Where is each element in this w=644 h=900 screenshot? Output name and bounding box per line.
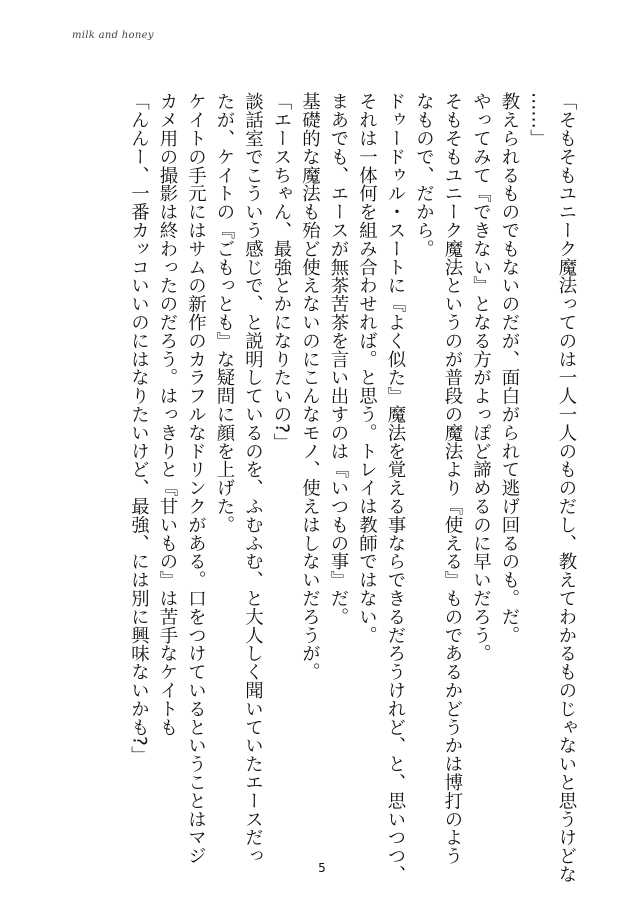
text-line: カメ用の撮影は終わったのだろう。はっきりと『甘いもの』は苦手なケイトも: [157, 92, 178, 736]
text-line: 「そもそもユニーク魔法ってのは一人一人のものだし、教えてわかるものじゃないと思うけどな: [556, 92, 577, 884]
text-line: 基礎的な魔法も殆ど使えないのにこんなモノ、使えはしないだろうが。: [299, 92, 321, 681]
text-line: 談話室でこういう感じで、と説明しているのを、ふむふむ、と大人しく聞いていたエースだっ: [242, 92, 264, 865]
text-line: たが、ケイトの『ごもっとも』な疑問に顔を上げた。: [214, 92, 235, 534]
text-line: ……」: [527, 92, 549, 148]
text-line: 「んんー、一番カッコいいのにはなりたいけど、最強、には別に興味ないかも?」: [128, 92, 150, 765]
text-line: やってみて『できない』となる方がよっぽど諦めるのに早いだろう。: [470, 92, 492, 663]
text-line: まあでも、エースが無茶苦茶を言い出すのは『いつもの事』だ。: [328, 92, 349, 626]
text-line: なもので、だから。: [413, 92, 435, 258]
text-line: それは一体何を組み合わせれば。と思う。トレイは教師ではない。: [356, 92, 378, 644]
text-line: 教えられるものでもないのだが、面白がられて逃げ回るのも。だ。: [499, 92, 520, 644]
vertical-body-text: [124, 92, 580, 884]
text-line: そもそもユニーク魔法というのが普段の魔法より『使える』ものであるかどうかは博打のよう: [442, 92, 463, 865]
running-header: milk and honey: [72, 30, 154, 41]
text-line: ケイトの手元にはサムの新作のカラフルなドリンクがある。口をつけているということはマジ: [185, 92, 207, 865]
text-line: 「エースちゃん、最強とかになりたいの?」: [271, 92, 292, 452]
text-line: ドゥードゥル・スートに『よく似た』魔法を覚える事ならできるだろうけれど、と、思いつつ、: [385, 92, 406, 884]
page-number: 5: [318, 861, 326, 875]
